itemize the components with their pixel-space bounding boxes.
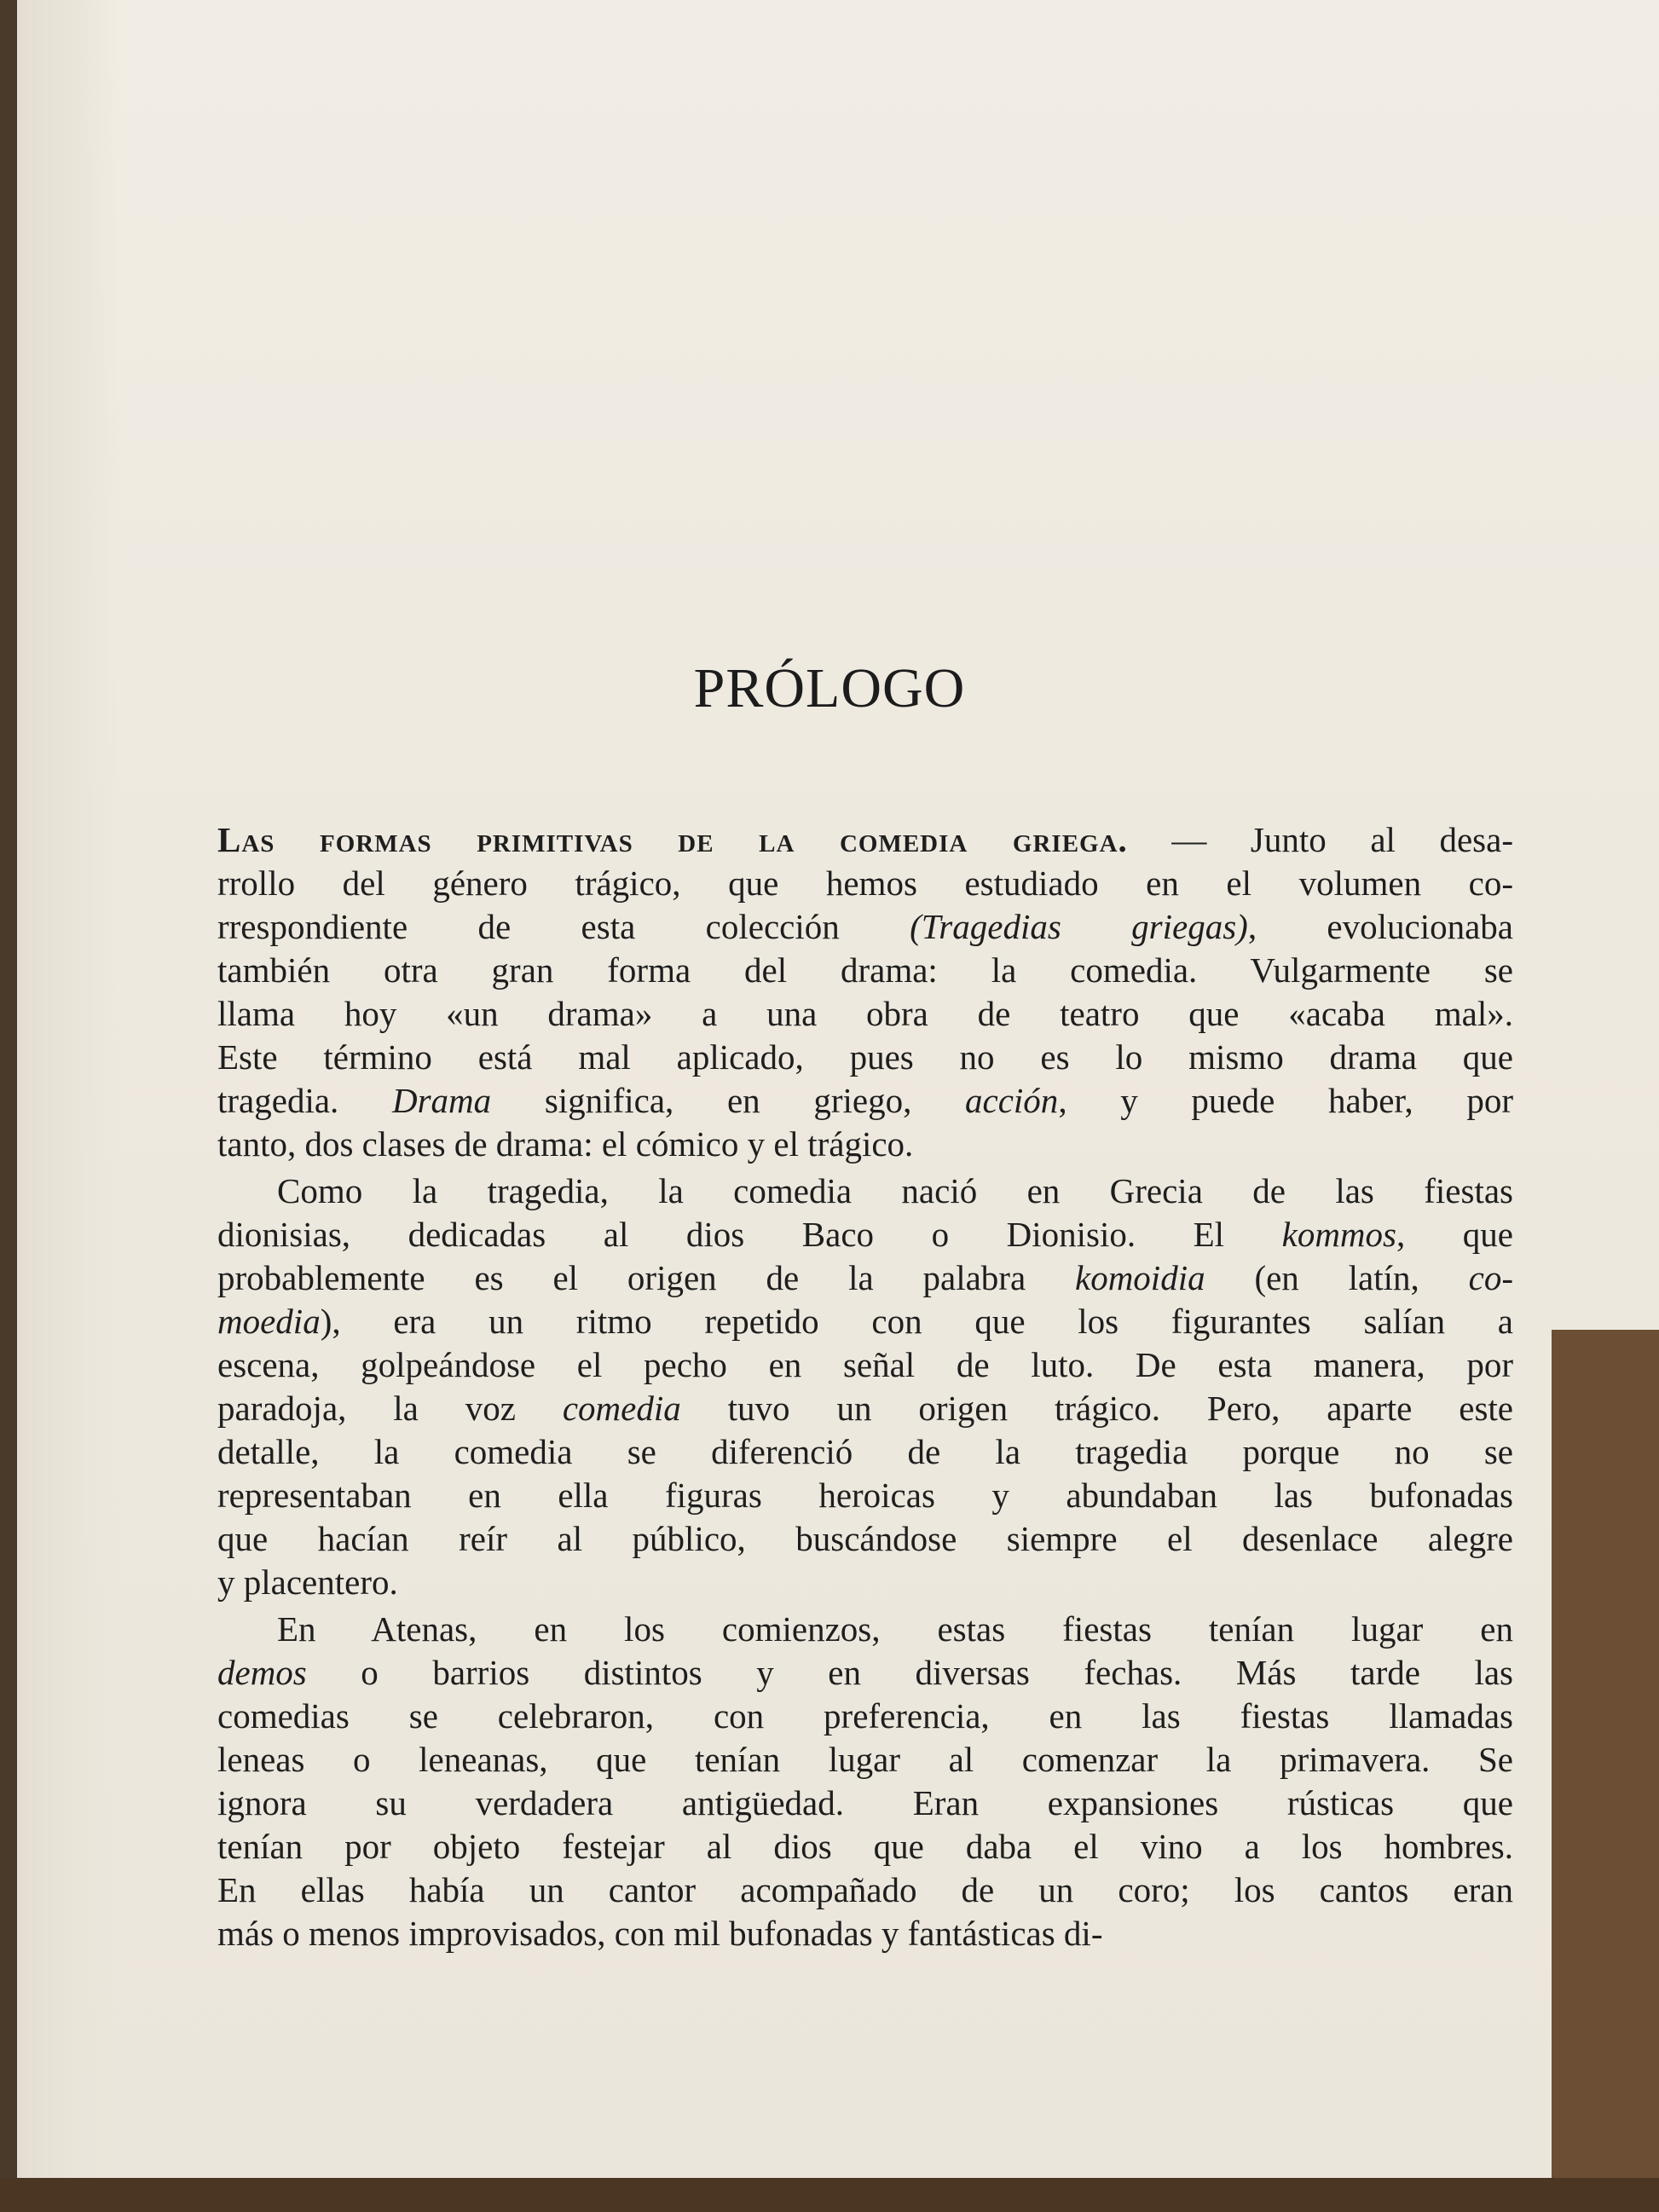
text-run: llama hoy «un drama» a una obra de teatro que «acaba mal». <box>217 994 1513 1033</box>
paragraph-2 <box>217 1170 1513 1604</box>
text-line <box>217 905 1513 949</box>
text-run: , y puede haber, por <box>1058 1081 1513 1120</box>
text-run: , evolucionaba <box>1247 907 1513 946</box>
table-surface-bottom <box>0 2178 1659 2212</box>
text-line <box>217 1561 1513 1604</box>
text-run: tuvo un origen trágico. Pero, aparte este <box>680 1389 1513 1428</box>
text-line <box>217 1170 1513 1213</box>
page-gutter-shadow <box>17 0 119 2182</box>
table-surface <box>1552 1330 1659 2212</box>
text-line <box>217 1256 1513 1300</box>
text-line <box>217 862 1513 905</box>
text-run: tragedia. <box>217 1081 392 1120</box>
text-line <box>217 949 1513 992</box>
text-run: más o menos improvisados, con mil bufonadas y fantásticas di- <box>217 1914 1103 1953</box>
text-line <box>217 1738 1513 1782</box>
section-heading: Las formas primitivas de la comedia griega. <box>217 820 1128 859</box>
text-run: también otra gran forma del drama: la comedia. Vulgarmente se <box>217 950 1513 990</box>
text-line <box>217 1608 1513 1651</box>
text-run: kommos <box>1281 1215 1396 1254</box>
text-run: ), era un ritmo repetido con que los figurantes salían a <box>320 1302 1513 1341</box>
paragraph-1 <box>217 818 1513 1166</box>
text-run: En Atenas, en los comienzos, estas fiestas tenían lugar en <box>277 1609 1513 1649</box>
text-run: o barrios distintos y en diversas fechas. Más tarde las <box>306 1653 1513 1692</box>
text-run: tanto, dos clases de drama: el cómico y el trágico. <box>217 1124 914 1164</box>
text-run: En ellas había un cantor acompañado de un coro; los cantos eran <box>217 1870 1513 1909</box>
text-run: (Tragedias griegas) <box>910 907 1248 946</box>
text-line <box>217 1300 1513 1343</box>
text-run: demos <box>217 1653 307 1692</box>
text-run: komoidia <box>1075 1258 1205 1297</box>
text-line <box>217 1517 1513 1561</box>
text-line <box>217 1782 1513 1825</box>
text-run: Drama <box>391 1081 492 1120</box>
text-run: paradoja, la voz <box>217 1389 563 1428</box>
text-line <box>217 1474 1513 1517</box>
text-run: significa, en griego, <box>491 1081 966 1120</box>
text-line <box>217 1651 1513 1695</box>
text-run: leneas o leneanas, que tenían lugar al comenzar la primavera. Se <box>217 1740 1513 1779</box>
text-line <box>217 818 1513 862</box>
text-run: detalle, la comedia se diferenció de la tragedia porque no se <box>217 1432 1513 1471</box>
text-run: Como la tragedia, la comedia nació en Grecia de las fiestas <box>277 1171 1513 1210</box>
text-run: Este término está mal aplicado, pues no es lo mismo drama que <box>217 1037 1513 1077</box>
text-run: comedias se celebraron, con preferencia, en las fiestas llamadas <box>217 1696 1513 1736</box>
text-line <box>217 1868 1513 1912</box>
page-title: PRÓLOGO <box>693 657 966 719</box>
text-line <box>217 1387 1513 1430</box>
prologue-body <box>217 818 1513 1959</box>
text-run: acción <box>965 1081 1059 1120</box>
text-line <box>217 1079 1513 1123</box>
text-line <box>217 1695 1513 1738</box>
text-run: y placentero. <box>217 1562 398 1602</box>
text-line <box>217 1430 1513 1474</box>
text-run: rrespondiente de esta colección <box>217 907 910 946</box>
text-line <box>217 1825 1513 1868</box>
text-run: que hacían reír al público, buscándose siempre el desenlace alegre <box>217 1519 1513 1558</box>
text-line <box>217 1123 1513 1166</box>
text-line <box>217 992 1513 1036</box>
text-run: — Junto al desa- <box>1127 820 1513 859</box>
text-line <box>217 1036 1513 1079</box>
text-run: co- <box>1468 1258 1513 1297</box>
text-line <box>217 1912 1513 1955</box>
text-run: representaban en ella figuras heroicas y abundaban las bufonadas <box>217 1476 1513 1515</box>
text-run: tenían por objeto festejar al dios que daba el vino a los hombres. <box>217 1827 1513 1866</box>
text-run: escena, golpeándose el pecho en señal de luto. De esta manera, por <box>217 1345 1513 1384</box>
text-line <box>217 1213 1513 1256</box>
text-run: dionisias, dedicadas al dios Baco o Dionisio. El <box>217 1215 1282 1254</box>
text-run: rrollo del género trágico, que hemos estudiado en el volumen co- <box>217 863 1513 903</box>
paragraph-3 <box>217 1608 1513 1955</box>
text-run: , que <box>1396 1215 1513 1254</box>
text-run: ignora su verdadera antigüedad. Eran expansiones rústicas que <box>217 1783 1513 1822</box>
text-run: moedia <box>217 1302 321 1341</box>
text-line <box>217 1343 1513 1387</box>
text-run: (en latín, <box>1205 1258 1469 1297</box>
text-run: comedia <box>562 1389 681 1428</box>
text-run: probablemente es el origen de la palabra <box>217 1258 1075 1297</box>
